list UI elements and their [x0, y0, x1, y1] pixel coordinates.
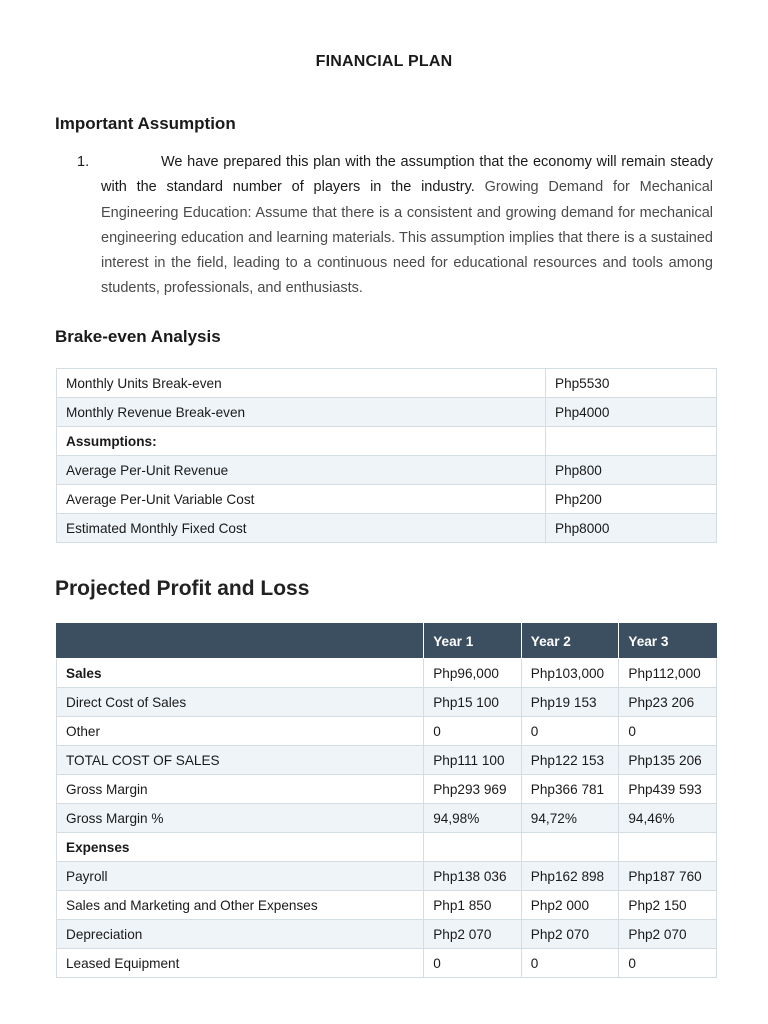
table-row	[57, 833, 717, 862]
cell-year2: Php366 781	[521, 775, 619, 804]
cell-year3: Php2 150	[619, 891, 717, 920]
cell-year1: 0	[424, 717, 522, 746]
cell-year1: Php15 100	[424, 688, 522, 717]
cell-year1	[424, 833, 522, 862]
cell-year2: 94,72%	[521, 804, 619, 833]
cell-year2: 0	[521, 949, 619, 978]
page-title: FINANCIAL PLAN	[315, 53, 453, 70]
cell-year3: Php135 206	[619, 746, 717, 775]
row-label: Monthly Revenue Break-even	[57, 398, 546, 427]
table-row	[57, 804, 717, 833]
assumption-heading: Important Assumption	[55, 114, 236, 133]
column-header-year3: Year 3	[619, 624, 717, 659]
cell-year1: 94,98%	[424, 804, 522, 833]
row-value: Php800	[546, 456, 717, 485]
breakeven-heading: Brake-even Analysis	[55, 327, 221, 346]
cell-year2: Php2 070	[521, 920, 619, 949]
assumption-item	[55, 150, 713, 302]
row-value	[546, 427, 717, 456]
cell-year1: Php2 070	[424, 920, 522, 949]
table-row	[57, 775, 717, 804]
cell-year3: 0	[619, 949, 717, 978]
cell-year2	[521, 833, 619, 862]
table-row	[57, 949, 717, 978]
list-number: 1.	[77, 154, 90, 170]
table-header-row	[57, 624, 717, 659]
row-label: Payroll	[57, 862, 424, 891]
table-row	[57, 891, 717, 920]
cell-year3: Php187 760	[619, 862, 717, 891]
column-header-year1: Year 1	[424, 624, 522, 659]
row-label: Average Per-Unit Variable Cost	[57, 485, 546, 514]
cell-year3: 94,46%	[619, 804, 717, 833]
profit-loss-heading: Projected Profit and Loss	[55, 577, 310, 600]
row-label: Leased Equipment	[57, 949, 424, 978]
row-label: Direct Cost of Sales	[57, 688, 424, 717]
column-header	[57, 624, 424, 659]
row-label: TOTAL COST OF SALES	[57, 746, 424, 775]
table-row	[57, 862, 717, 891]
row-label: Assumptions:	[57, 427, 546, 456]
cell-year2: Php162 898	[521, 862, 619, 891]
breakeven-table	[56, 368, 717, 543]
table-row	[57, 746, 717, 775]
column-header-year2: Year 2	[521, 624, 619, 659]
cell-year1: Php138 036	[424, 862, 522, 891]
table-row	[57, 659, 717, 688]
cell-year2: 0	[521, 717, 619, 746]
row-label: Gross Margin	[57, 775, 424, 804]
row-label: Sales and Marketing and Other Expenses	[57, 891, 424, 920]
assumption-text-part2: Growing Demand for Mechanical Engineering Education: Assume that there is a consistent and growing demand for mechanical engineering education and learning materials. This assumption implies that there is a sustained interest in the field, leading to a continuous need for educational resources and tools among students, professionals, and enthusiasts.	[101, 179, 713, 297]
table-row	[57, 427, 717, 456]
cell-year3: Php23 206	[619, 688, 717, 717]
row-value: Php8000	[546, 514, 717, 543]
cell-year3: 0	[619, 717, 717, 746]
cell-year3	[619, 833, 717, 862]
cell-year1: Php1 850	[424, 891, 522, 920]
cell-year1: 0	[424, 949, 522, 978]
profit-loss-table	[56, 623, 717, 978]
row-label: Monthly Units Break-even	[57, 369, 546, 398]
assumption-text-part1: We have prepared this plan with the assumption that the economy will remain steady with the standard number of players in the industry.	[101, 154, 713, 196]
row-label: Expenses	[57, 833, 424, 862]
cell-year2: Php122 153	[521, 746, 619, 775]
table-row	[57, 456, 717, 485]
row-value: Php5530	[546, 369, 717, 398]
table-row	[57, 688, 717, 717]
row-label: Estimated Monthly Fixed Cost	[57, 514, 546, 543]
row-label: Other	[57, 717, 424, 746]
row-value: Php4000	[546, 398, 717, 427]
row-label: Sales	[57, 659, 424, 688]
cell-year2: Php2 000	[521, 891, 619, 920]
cell-year1: Php293 969	[424, 775, 522, 804]
table-row	[57, 369, 717, 398]
row-label: Gross Margin %	[57, 804, 424, 833]
cell-year1: Php96,000	[424, 659, 522, 688]
assumption-text	[101, 150, 713, 302]
table-row	[57, 514, 717, 543]
table-row	[57, 485, 717, 514]
table-row	[57, 717, 717, 746]
cell-year2: Php103,000	[521, 659, 619, 688]
row-label: Depreciation	[57, 920, 424, 949]
row-value: Php200	[546, 485, 717, 514]
row-label: Average Per-Unit Revenue	[57, 456, 546, 485]
cell-year2: Php19 153	[521, 688, 619, 717]
table-row	[57, 920, 717, 949]
cell-year3: Php112,000	[619, 659, 717, 688]
table-row	[57, 398, 717, 427]
cell-year1: Php111 100	[424, 746, 522, 775]
cell-year3: Php439 593	[619, 775, 717, 804]
cell-year3: Php2 070	[619, 920, 717, 949]
